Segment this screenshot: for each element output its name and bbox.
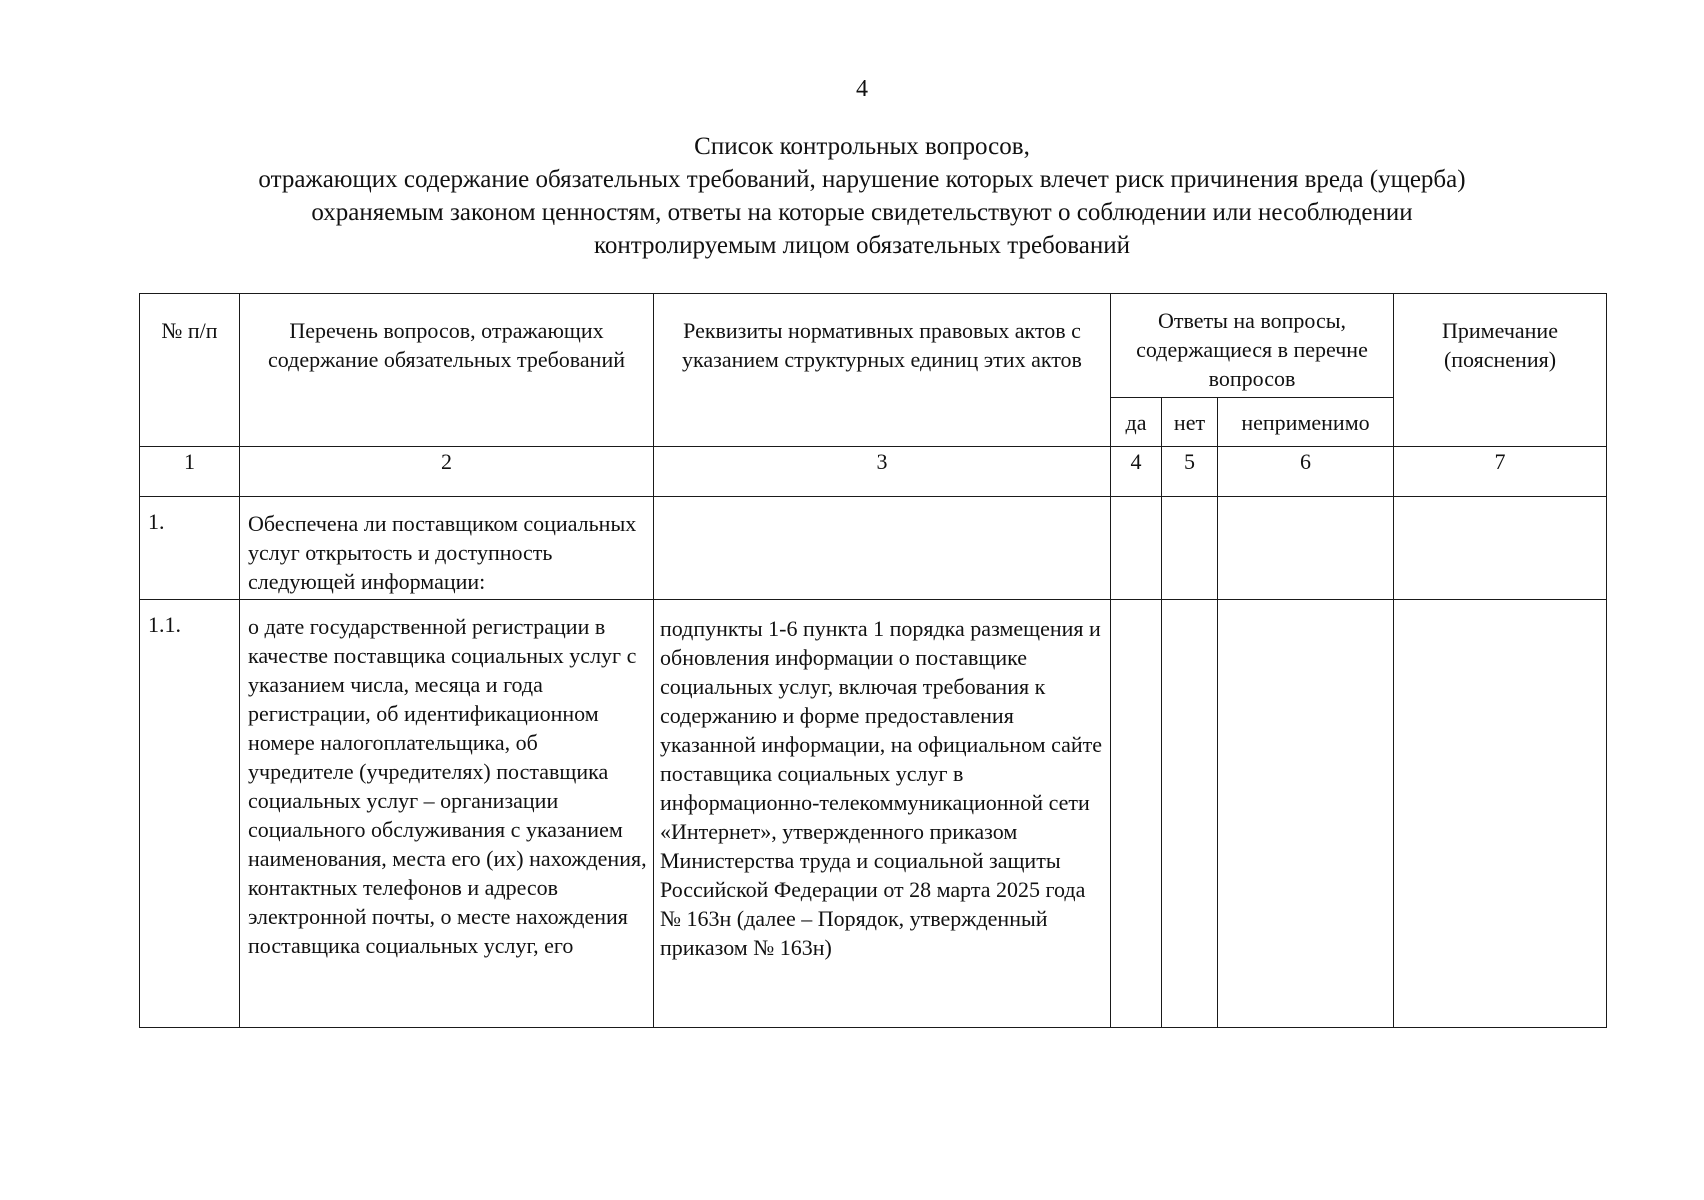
row-question: Обеспечена ли поставщиком социальных услуг открытость и доступность следующей информации:: [240, 497, 654, 600]
header-requisites: Реквизиты нормативных правовых актов с указанием структурных единиц этих актов: [654, 294, 1111, 447]
column-number: 2: [240, 447, 654, 497]
table-row: [140, 600, 1607, 1028]
note-cell[interactable]: [1394, 600, 1607, 1028]
note-cell[interactable]: [1394, 497, 1607, 600]
row-requisites: [654, 497, 1111, 600]
header-not-applicable: неприменимо: [1218, 398, 1394, 447]
answer-no-cell[interactable]: [1162, 600, 1218, 1028]
document-title: [120, 130, 1604, 262]
column-number: 4: [1111, 447, 1162, 497]
header-yes: да: [1111, 398, 1162, 447]
column-number: 3: [654, 447, 1111, 497]
title-line: контролируемым лицом обязательных требований: [594, 232, 1130, 259]
column-number: 5: [1162, 447, 1218, 497]
answer-no-cell[interactable]: [1162, 497, 1218, 600]
row-num: 1.: [140, 497, 240, 600]
answer-yes-cell[interactable]: [1111, 497, 1162, 600]
header-questions: Перечень вопросов, отражающих содержание обязательных требований: [240, 294, 654, 447]
answer-na-cell[interactable]: [1218, 600, 1394, 1028]
header-answers: Ответы на вопросы, содержащиеся в перечне вопросов: [1111, 294, 1394, 398]
title-line: отражающих содержание обязательных требований, нарушение которых влечет риск причинения вреда (ущерба): [258, 166, 1466, 193]
title-line: охраняемым законом ценностям, ответы на которые свидетельствуют о соблюдении или несоблюдении: [311, 199, 1413, 226]
column-number: 1: [140, 447, 240, 497]
header-num: № п/п: [140, 294, 240, 447]
row-requisites: подпункты 1-6 пункта 1 порядка размещения и обновления информации о поставщике социальных услуг, включая требования к содержанию и форме предоставления указанной информации, на официальном сайте поставщика социальных услуг в информационно-телекоммуникационной сети «Интернет», утвержденного приказом Министерства труда и социальной защиты Российской Федерации от 28 марта 2025 года № 163н (далее – Порядок, утвержденный приказом № 163н): [654, 600, 1111, 1028]
title-line: Список контрольных вопросов,: [694, 133, 1030, 160]
column-number: 7: [1394, 447, 1607, 497]
header-no: нет: [1162, 398, 1218, 447]
page-number: 4: [856, 76, 868, 102]
answer-yes-cell[interactable]: [1111, 600, 1162, 1028]
answer-na-cell[interactable]: [1218, 497, 1394, 600]
table-row: [140, 497, 1607, 600]
column-number: 6: [1218, 447, 1394, 497]
row-question: о дате государственной регистрации в качестве поставщика социальных услуг с указанием числа, месяца и года регистрации, об идентификационном номере налогоплательщика, об учредителе (учредителях) поставщика социальных услуг – организации социального обслуживания с указанием наименования, места его (их) нахождения, контактных телефонов и адресов электронной почты, о месте нахождения поставщика социальных услуг, его: [240, 600, 654, 1028]
checklist-table: [139, 293, 1607, 1028]
header-note: Примечание (пояснения): [1394, 294, 1607, 447]
row-num: 1.1.: [140, 600, 240, 1028]
